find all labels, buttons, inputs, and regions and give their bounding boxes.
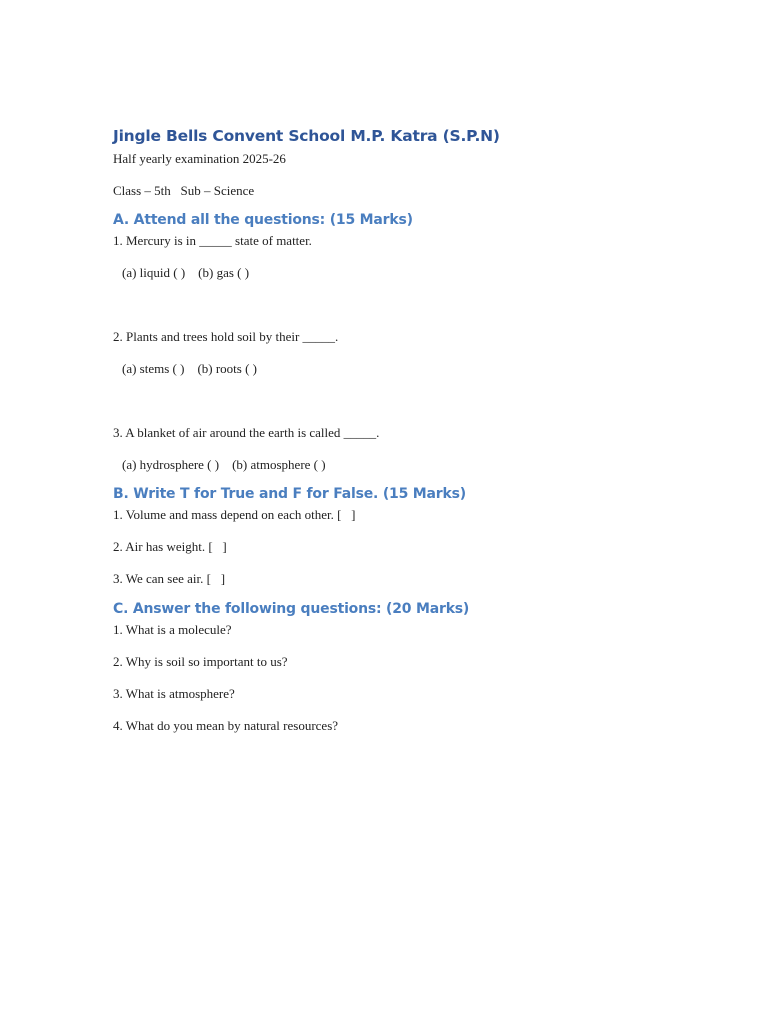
section-a-question-2: 2. Plants and trees hold soil by their _____. — [113, 329, 339, 344]
document-content — [113, 124, 673, 734]
class-subject: Class – 5th Sub – Science — [113, 183, 255, 198]
section-a-options-2: (a) stems ( ) (b) roots ( ) — [122, 361, 258, 376]
section-b-heading: B. Write T for True and F for False. (15 Marks) — [113, 486, 466, 502]
section-a-options-3: (a) hydrosphere ( ) (b) atmosphere ( ) — [122, 457, 326, 472]
section-b-question-3: 3. We can see air. [ ] — [113, 571, 226, 586]
section-c-question-3: 3. What is atmosphere? — [113, 686, 235, 701]
section-a-question-1: 1. Mercury is in _____ state of matter. — [113, 233, 312, 248]
section-a-question-3: 3. A blanket of air around the earth is called _____. — [113, 425, 380, 440]
section-b-question-1: 1. Volume and mass depend on each other. [ ] — [113, 507, 356, 522]
section-a-heading: A. Attend all the questions: (15 Marks) — [113, 212, 413, 228]
school-title: Jingle Bells Convent School M.P. Katra (S.P.N) — [113, 127, 500, 145]
section-c-question-2: 2. Why is soil so important to us? — [113, 654, 288, 669]
section-c-question-1: 1. What is a molecule? — [113, 622, 232, 637]
section-c-heading: C. Answer the following questions: (20 Marks) — [113, 601, 470, 617]
exam-name: Half yearly examination 2025-26 — [113, 151, 286, 166]
section-c-question-4: 4. What do you mean by natural resources? — [113, 718, 339, 733]
section-b-question-2: 2. Air has weight. [ ] — [113, 539, 227, 554]
section-a-options-1: (a) liquid ( ) (b) gas ( ) — [122, 265, 250, 280]
